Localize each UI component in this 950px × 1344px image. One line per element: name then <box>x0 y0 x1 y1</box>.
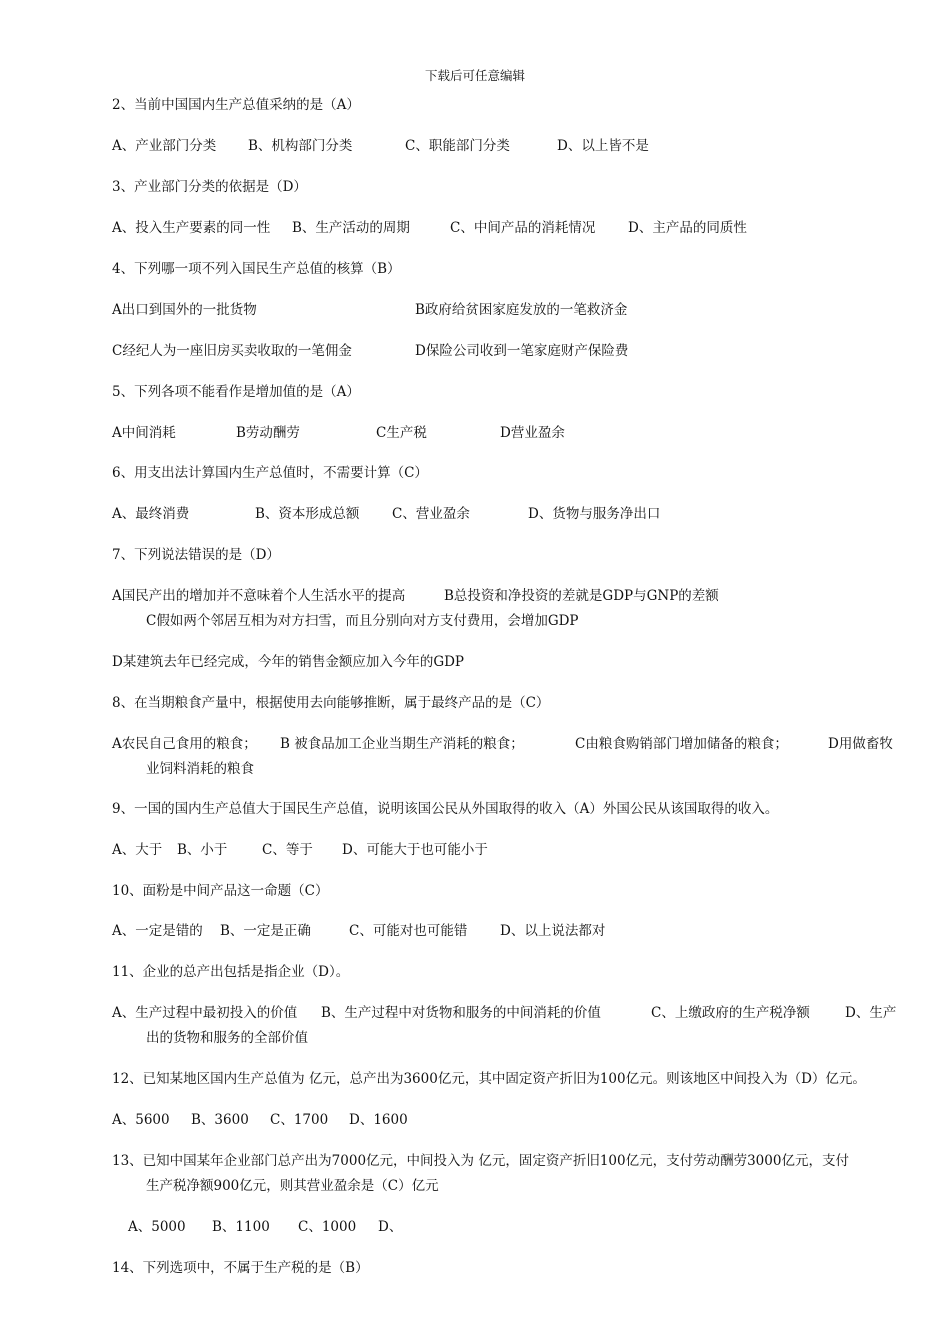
option-8d: D用做畜牧 <box>828 736 893 752</box>
question-5: 5、下列各项不能看作是增加值的是（A） <box>112 384 360 400</box>
option-6b: B、资本形成总额 <box>255 506 360 522</box>
option-10d: D、以上说法都对 <box>500 923 606 939</box>
option-7b: B总投资和净投资的差就是GDP与GNP的差额 <box>444 588 719 604</box>
option-2d: D、以上皆不是 <box>557 138 649 154</box>
option-11d-continued: 出的货物和服务的全部价值 <box>146 1030 308 1046</box>
option-11b: B、生产过程中对货物和服务的中间消耗的价值 <box>321 1005 601 1021</box>
option-3d: D、主产品的同质性 <box>628 220 747 236</box>
option-13b: B、1100 <box>212 1219 270 1235</box>
option-7d: D某建筑去年已经完成，今年的销售金额应加入今年的GDP <box>112 654 465 670</box>
option-12b: B、3600 <box>191 1112 249 1128</box>
question-11: 11、企业的总产出包括是指企业（D）。 <box>112 964 350 980</box>
option-5c: C生产税 <box>376 425 427 441</box>
question-14: 14、下列选项中，不属于生产税的是（B） <box>112 1260 369 1276</box>
option-6a: A、最终消费 <box>112 506 190 522</box>
option-9a: A、大于 <box>112 842 163 858</box>
question-7: 7、下列说法错误的是（D） <box>112 547 280 563</box>
question-12: 12、已知某地区国内生产总值为 亿元，总产出为3600亿元，其中固定资产折旧为100亿元。则该地区中间投入为（D）亿元。 <box>112 1071 866 1087</box>
option-3a: A、投入生产要素的同一性 <box>112 220 271 236</box>
option-2c: C、职能部门分类 <box>405 138 510 154</box>
option-8d-continued: 业饲料消耗的粮食 <box>146 761 254 777</box>
question-4: 4、下列哪一项不列入国民生产总值的核算（B） <box>112 261 401 277</box>
option-11a: A、生产过程中最初投入的价值 <box>112 1005 298 1021</box>
option-10a: A、一定是错的 <box>112 923 203 939</box>
option-2b: B、机构部门分类 <box>248 138 353 154</box>
option-12d: D、1600 <box>349 1112 408 1128</box>
option-3b: B、生产活动的周期 <box>292 220 410 236</box>
option-9d: D、可能大于也可能小于 <box>342 842 488 858</box>
option-9b: B、小于 <box>177 842 228 858</box>
option-8a: A农民自己食用的粮食； <box>112 736 257 752</box>
option-7a: A国民产出的增加并不意味着个人生活水平的提高 <box>112 588 406 604</box>
question-10: 10、面粉是中间产品这一命题（C） <box>112 883 329 899</box>
option-7c: C假如两个邻居互相为对方扫雪，而且分别向对方支付费用，会增加GDP <box>146 613 579 629</box>
option-4d: D保险公司收到一笔家庭财产保险费 <box>415 343 629 359</box>
option-13d: D、 <box>378 1219 403 1235</box>
option-2a: A、产业部门分类 <box>112 138 217 154</box>
option-5d: D营业盈余 <box>500 425 565 441</box>
option-8c: C由粮食购销部门增加储备的粮食； <box>575 736 788 752</box>
option-9c: C、等于 <box>262 842 313 858</box>
option-6d: D、货物与服务净出口 <box>528 506 661 522</box>
option-11d: D、生产 <box>845 1005 897 1021</box>
question-3: 3、产业部门分类的依据是（D） <box>112 179 307 195</box>
page-header: 下载后可任意编辑 <box>424 68 525 83</box>
option-10b: B、一定是正确 <box>220 923 311 939</box>
option-4c: C经纪人为一座旧房买卖收取的一笔佣金 <box>112 343 352 359</box>
option-12c: C、1700 <box>270 1112 329 1128</box>
option-10c: C、可能对也可能错 <box>349 923 468 939</box>
option-8b: B 被食品加工企业当期生产消耗的粮食； <box>280 736 524 752</box>
option-12a: A、5600 <box>112 1112 170 1128</box>
option-3c: C、中间产品的消耗情况 <box>450 220 596 236</box>
question-6: 6、用支出法计算国内生产总值时，不需要计算（C） <box>112 465 428 481</box>
question-13-continued: 生产税净额900亿元，则其营业盈余是（C）亿元 <box>146 1178 439 1194</box>
option-4b: B政府给贫困家庭发放的一笔救济金 <box>415 302 628 318</box>
question-2: 2、当前中国国内生产总值采纳的是（A） <box>112 97 360 113</box>
option-5a: A中间消耗 <box>112 425 176 441</box>
option-6c: C、营业盈余 <box>392 506 470 522</box>
option-5b: B劳动酬劳 <box>236 425 300 441</box>
question-13: 13、已知中国某年企业部门总产出为7000亿元，中间投入为 亿元，固定资产折旧100亿元，支付劳动酬劳3000亿元，支付 <box>112 1153 849 1169</box>
option-11c: C、上缴政府的生产税净额 <box>651 1005 810 1021</box>
option-13a: A、5000 <box>128 1219 186 1235</box>
question-9: 9、一国的国内生产总值大于国民生产总值，说明该国公民从外国取得的收入（A）外国公民从该国取得的收入。 <box>112 801 779 817</box>
option-13c: C、1000 <box>298 1219 357 1235</box>
question-8: 8、在当期粮食产量中，根据使用去向能够推断，属于最终产品的是（C） <box>112 695 550 711</box>
option-4a: A出口到国外的一批货物 <box>112 302 257 318</box>
